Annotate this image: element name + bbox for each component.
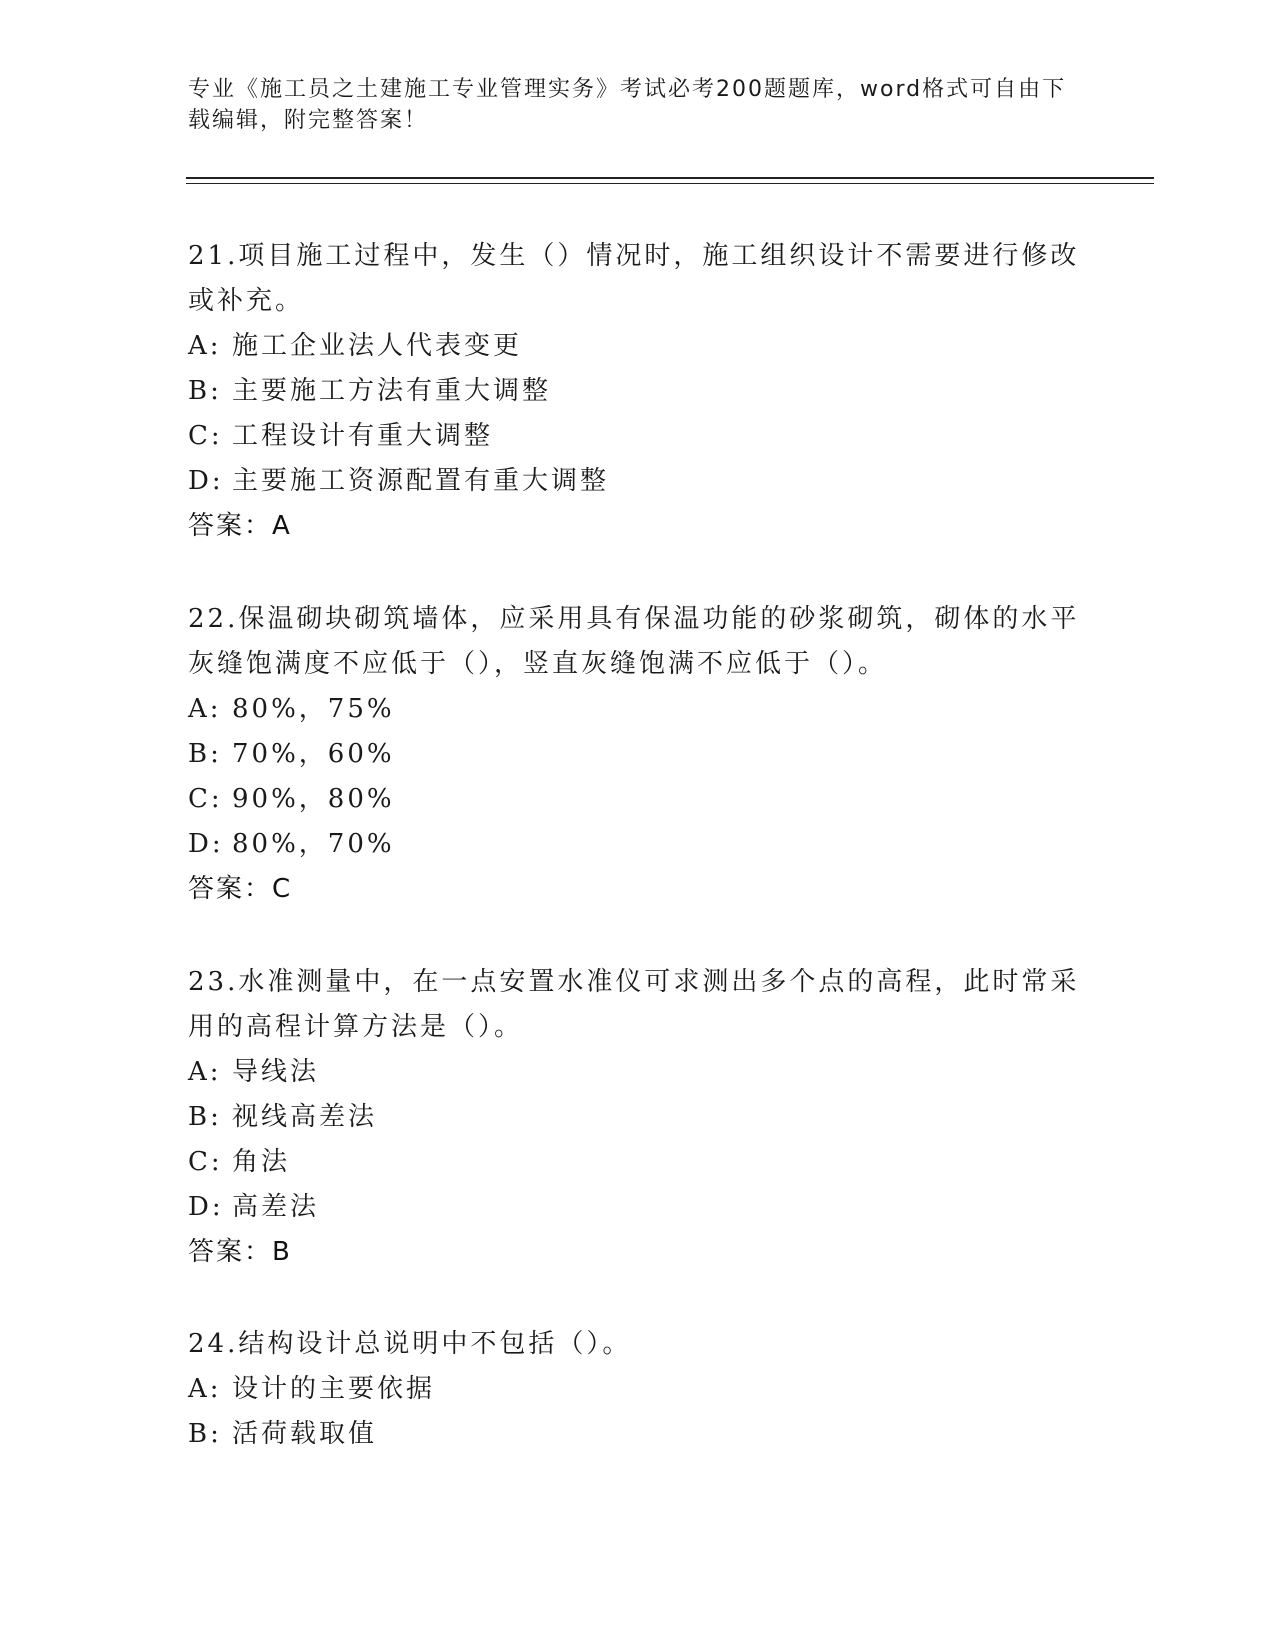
answer-label: 答案：C: [188, 874, 293, 904]
option-key: C:: [188, 784, 223, 814]
option-text: 高差法: [232, 1192, 320, 1222]
option-text: 角法: [232, 1147, 291, 1177]
option-key: A:: [188, 694, 222, 724]
question-21: [188, 234, 1088, 549]
answer-label: 答案：B: [188, 1237, 292, 1267]
option-b: [188, 1095, 1088, 1140]
option-text: 视线高差法: [232, 1102, 378, 1132]
option-text: 主要施工方法有重大调整: [232, 376, 552, 406]
option-a: [188, 1050, 1088, 1095]
question-stem: 22.保温砌块砌筑墙体，应采用具有保温功能的砂浆砌筑，砌体的水平灰缝饱满度不应低于（），竖直灰缝饱满不应低于（）。: [188, 604, 1080, 679]
option-key: A:: [188, 331, 222, 361]
option-key: B:: [188, 376, 222, 406]
option-d: [188, 822, 1088, 867]
option-text: 导线法: [232, 1057, 320, 1087]
option-text: 主要施工资源配置有重大调整: [232, 466, 610, 496]
question-24: [188, 1322, 1088, 1457]
option-b: [188, 1412, 1088, 1457]
option-d: [188, 459, 1088, 504]
option-c: [188, 777, 1088, 822]
question-stem: 24.结构设计总说明中不包括（）。: [188, 1329, 632, 1359]
option-b: [188, 369, 1088, 414]
option-key: D:: [188, 829, 224, 859]
option-b: [188, 732, 1088, 777]
option-text: 70%，60%: [232, 739, 395, 769]
option-text: 80%，75%: [232, 694, 395, 724]
option-a: [188, 324, 1088, 369]
option-key: C:: [188, 1147, 223, 1177]
header-divider-thick: [186, 177, 1154, 179]
document-header: 专业《施工员之土建施工专业管理实务》考试必考200题题库，word格式可自由下载编辑，附完整答案！: [188, 77, 1067, 133]
question-23: [188, 960, 1088, 1275]
option-text: 90%，80%: [232, 784, 395, 814]
option-text: 80%，70%: [232, 829, 395, 859]
option-text: 活荷载取值: [232, 1419, 378, 1449]
answer-label: 答案：A: [188, 511, 292, 541]
option-key: D:: [188, 1192, 224, 1222]
question-stem: 23.水准测量中，在一点安置水准仪可求测出多个点的高程，此时常采用的高程计算方法是（）。: [188, 967, 1080, 1042]
option-key: B:: [188, 1102, 222, 1132]
option-d: [188, 1185, 1088, 1230]
option-c: [188, 414, 1088, 459]
option-a: [188, 687, 1088, 732]
option-text: 施工企业法人代表变更: [232, 331, 523, 361]
option-c: [188, 1140, 1088, 1185]
option-text: 设计的主要依据: [232, 1374, 436, 1404]
header-divider-thin: [186, 183, 1154, 184]
question-stem: 21.项目施工过程中，发生（）情况时，施工组织设计不需要进行修改或补充。: [188, 241, 1080, 316]
question-22: [188, 597, 1088, 912]
option-text: 工程设计有重大调整: [232, 421, 494, 451]
option-key: D:: [188, 466, 224, 496]
option-key: B:: [188, 1419, 222, 1449]
option-key: C:: [188, 421, 223, 451]
option-key: A:: [188, 1374, 222, 1404]
option-a: [188, 1367, 1088, 1412]
option-key: A:: [188, 1057, 222, 1087]
option-key: B:: [188, 739, 222, 769]
